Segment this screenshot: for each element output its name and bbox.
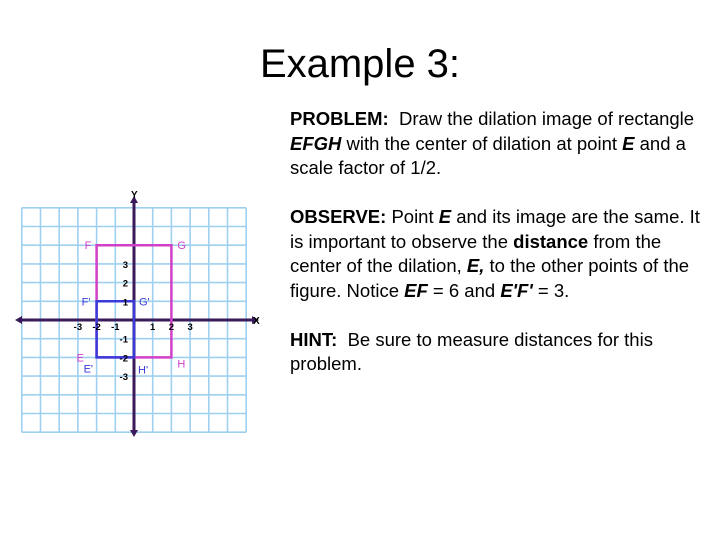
x-tick-label: -2: [92, 322, 101, 333]
vertex-label-f-prime: F': [81, 296, 91, 309]
x-axis-label: X: [253, 316, 260, 327]
vertex-label-f: F: [84, 240, 92, 253]
observe-center: E,: [466, 255, 485, 276]
y-tick-label: 1: [122, 297, 128, 309]
y-axis-arrow-bottom: [130, 430, 138, 437]
problem-paragraph: [290, 107, 710, 181]
y-tick-label: 3: [122, 259, 128, 271]
observe-text-5: = 6 and: [432, 279, 496, 301]
observe-text-2: and its image are the same. It is important to observe the: [290, 206, 700, 252]
observe-text-1: Point: [391, 206, 434, 227]
vertex-label-e-prime: E': [83, 363, 94, 376]
observe-ef: EF: [404, 279, 428, 301]
y-tick-label: -2: [119, 353, 128, 365]
text-block: [290, 107, 710, 377]
observe-label: OBSERVE:: [290, 206, 387, 227]
observe-text-4: to the other points of the figure. Notice: [290, 255, 690, 301]
problem-text-3: and a scale factor of 1/2.: [290, 132, 686, 178]
y-axis-label: Y: [131, 190, 138, 201]
observe-point: E: [438, 206, 452, 227]
vertex-label-e: E: [76, 352, 84, 365]
hint-label: HINT:: [290, 328, 338, 350]
problem-rect-name: EFGH: [290, 132, 342, 154]
x-tick-label: 1: [150, 322, 156, 333]
x-tick-label: 2: [168, 322, 175, 333]
problem-label: PROBLEM:: [290, 108, 389, 129]
x-tick-label: -1: [111, 322, 120, 333]
x-tick-label: -3: [73, 322, 83, 333]
y-tick-label: -3: [119, 372, 128, 384]
observe-efp: E'F': [500, 279, 533, 301]
vertex-label-h-prime: H': [138, 364, 149, 377]
problem-point: E: [622, 132, 635, 154]
hint-text: Be sure to measure distances for this problem.: [290, 328, 653, 374]
observe-distance-word: distance: [513, 230, 589, 252]
y-tick-label: -1: [119, 334, 128, 346]
observe-paragraph: [290, 205, 710, 303]
problem-text-1: Draw the dilation image of rectangle: [398, 108, 695, 129]
problem-text-2: with the center of dilation at point: [346, 132, 618, 154]
slide-title: Example 3:: [259, 42, 461, 86]
observe-text-6: = 3.: [537, 279, 570, 301]
vertex-label-h: H: [177, 358, 186, 371]
hint-paragraph: [290, 328, 710, 377]
x-tick-label: 3: [187, 322, 193, 333]
vertex-label-g-prime: G': [139, 296, 150, 309]
y-tick-label: 2: [122, 278, 128, 290]
x-axis-arrow-left: [15, 316, 22, 324]
observe-text-3: from the center of the dilation,: [290, 230, 662, 276]
coordinate-graph: [0, 0, 290, 460]
vertex-labels: [77, 240, 186, 376]
vertex-label-g: G: [177, 240, 186, 253]
